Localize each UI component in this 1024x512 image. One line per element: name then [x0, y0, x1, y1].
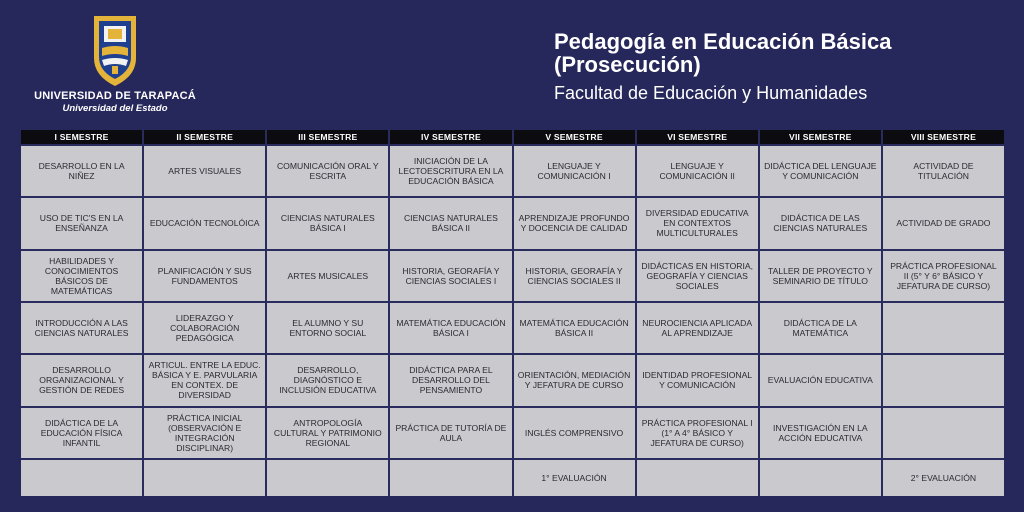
course-cell: HABILIDADES Y CONOCIMIENTOS BÁSICOS DE MATEMÁTICAS	[21, 251, 142, 301]
course-cell: USO DE TIC'S EN LA ENSEÑANZA	[21, 198, 142, 248]
course-cell: INVESTIGACIÓN EN LA ACCIÓN EDUCATIVA	[760, 408, 881, 458]
course-cell: HISTORIA, GEORAFÍA Y CIENCIAS SOCIALES II	[514, 251, 635, 301]
semester-header: III SEMESTRE	[267, 130, 388, 144]
course-cell: CIENCIAS NATURALES BÁSICA I	[267, 198, 388, 248]
semester-header: I SEMESTRE	[21, 130, 142, 144]
semester-header: II SEMESTRE	[144, 130, 265, 144]
course-cell: LIDERAZGO Y COLABORACIÓN PEDAGÓGICA	[144, 303, 265, 353]
course-cell: ORIENTACIÓN, MEDIACIÓN Y JEFATURA DE CURSO	[514, 355, 635, 405]
course-cell: INICIACIÓN DE LA LECTOESCRITURA EN LA EDUCACIÓN BÁSICA	[390, 146, 511, 196]
course-cell: PRÁCTICA DE TUTORÍA DE AULA	[390, 408, 511, 458]
university-tagline: Universidad del Estado	[62, 103, 168, 114]
course-cell: EDUCACIÓN TECNOLÓICA	[144, 198, 265, 248]
course-cell: ACTIVIDAD DE GRADO	[883, 198, 1004, 248]
course-cell: DIDÁCTICA DE LA EDUCACIÓN FÍSICA INFANTIL	[21, 408, 142, 458]
evaluation-cell: 2° EVALUACIÓN	[883, 460, 1004, 496]
course-cell: LENGUAJE Y COMUNICACIÓN II	[637, 146, 758, 196]
course-cell: DESARROLLO EN LA NIÑEZ	[21, 146, 142, 196]
course-cell: CIENCIAS NATURALES BÁSICA II	[390, 198, 511, 248]
semester-header: IV SEMESTRE	[390, 130, 511, 144]
evaluation-cell	[637, 460, 758, 496]
course-cell: PRÁCTICA INICIAL (OBSERVACIÓN E INTEGRACIÓN DISCIPLINAR)	[144, 408, 265, 458]
course-cell: ARTICUL. ENTRE LA EDUC. BÁSICA Y E. PARVULARIA EN CONTEX. DE DIVERSIDAD	[144, 355, 265, 405]
course-cell: NEUROCIENCIA APLICADA AL APRENDIZAJE	[637, 303, 758, 353]
course-cell: DIDÁCTICA PARA EL DESARROLLO DEL PENSAMIENTO	[390, 355, 511, 405]
program-title-line1: Pedagogía en Educación Básica	[554, 29, 892, 54]
course-cell: IDENTIDAD PROFESIONAL Y COMUNICACIÓN	[637, 355, 758, 405]
course-cell: MATEMÁTICA EDUCACIÓN BÁSICA II	[514, 303, 635, 353]
course-cell: MATEMÁTICA EDUCACIÓN BÁSICA I	[390, 303, 511, 353]
course-cell: ARTES VISUALES	[144, 146, 265, 196]
course-cell: ACTIVIDAD DE TITULACIÓN	[883, 146, 1004, 196]
course-cell: LENGUAJE Y COMUNICACIÓN I	[514, 146, 635, 196]
course-cell: DIDÁCTICA DE LA MATEMÁTICA	[760, 303, 881, 353]
evaluation-cell	[760, 460, 881, 496]
semester-header: VI SEMESTRE	[637, 130, 758, 144]
course-cell: DIVERSIDAD EDUCATIVA EN CONTEXTOS MULTICULTURALES	[637, 198, 758, 248]
university-name: UNIVERSIDAD DE TARAPACÁ	[34, 90, 196, 102]
evaluation-cell: 1° EVALUACIÓN	[514, 460, 635, 496]
evaluation-cell	[267, 460, 388, 496]
course-cell: ANTROPOLOGÍA CULTURAL Y PATRIMONIO REGIONAL	[267, 408, 388, 458]
course-cell: PRÁCTICA PROFESIONAL II (5° Y 6° BÁSICO Y JEFATURA DE CURSO)	[883, 251, 1004, 301]
course-cell	[883, 355, 1004, 405]
course-cell: EL ALUMNO Y SU ENTORNO SOCIAL	[267, 303, 388, 353]
course-cell: DESARROLLO, DIAGNÓSTICO E INCLUSIÓN EDUCATIVA	[267, 355, 388, 405]
course-cell	[883, 408, 1004, 458]
course-cell: DIDÁCTICAS EN HISTORIA, GEOGRAFÍA Y CIENCIAS SOCIALES	[637, 251, 758, 301]
university-shield-icon	[90, 14, 140, 88]
program-title	[554, 30, 1014, 76]
course-cell: EVALUACIÓN EDUCATIVA	[760, 355, 881, 405]
course-cell: TALLER DE PROYECTO Y SEMINARIO DE TÍTULO	[760, 251, 881, 301]
course-cell: INGLÉS COMPRENSIVO	[514, 408, 635, 458]
course-cell: HISTORIA, GEORAFÍA Y CIENCIAS SOCIALES I	[390, 251, 511, 301]
course-cell: PLANIFICACIÓN Y SUS FUNDAMENTOS	[144, 251, 265, 301]
course-cell: DIDÁCTICA DE LAS CIENCIAS NATURALES	[760, 198, 881, 248]
course-cell: PRÁCTICA PROFESIONAL I (1° A 4° BÁSICO Y JEFATURA DE CURSO)	[637, 408, 758, 458]
semester-header: V SEMESTRE	[514, 130, 635, 144]
semester-header: VIII SEMESTRE	[883, 130, 1004, 144]
course-cell: DESARROLLO ORGANIZACIONAL Y GESTIÓN DE REDES	[21, 355, 142, 405]
evaluation-cell	[21, 460, 142, 496]
course-cell: COMUNICACIÓN ORAL Y ESCRITA	[267, 146, 388, 196]
program-title-line2: (Prosecución)	[554, 52, 701, 77]
course-cell: DIDÁCTICA DEL LENGUAJE Y COMUNICACIÓN	[760, 146, 881, 196]
evaluation-cell	[390, 460, 511, 496]
course-cell	[883, 303, 1004, 353]
evaluation-cell	[144, 460, 265, 496]
course-cell: APRENDIZAJE PROFUNDO Y DOCENCIA DE CALIDAD	[514, 198, 635, 248]
semester-header: VII SEMESTRE	[760, 130, 881, 144]
faculty-name: Facultad de Educación y Humanidades	[554, 83, 868, 103]
course-cell: INTRODUCCIÓN A LAS CIENCIAS NATURALES	[21, 303, 142, 353]
university-logo	[28, 14, 198, 114]
curriculum-grid	[21, 130, 1004, 496]
course-cell: ARTES MUSICALES	[267, 251, 388, 301]
title-block	[554, 30, 1014, 104]
